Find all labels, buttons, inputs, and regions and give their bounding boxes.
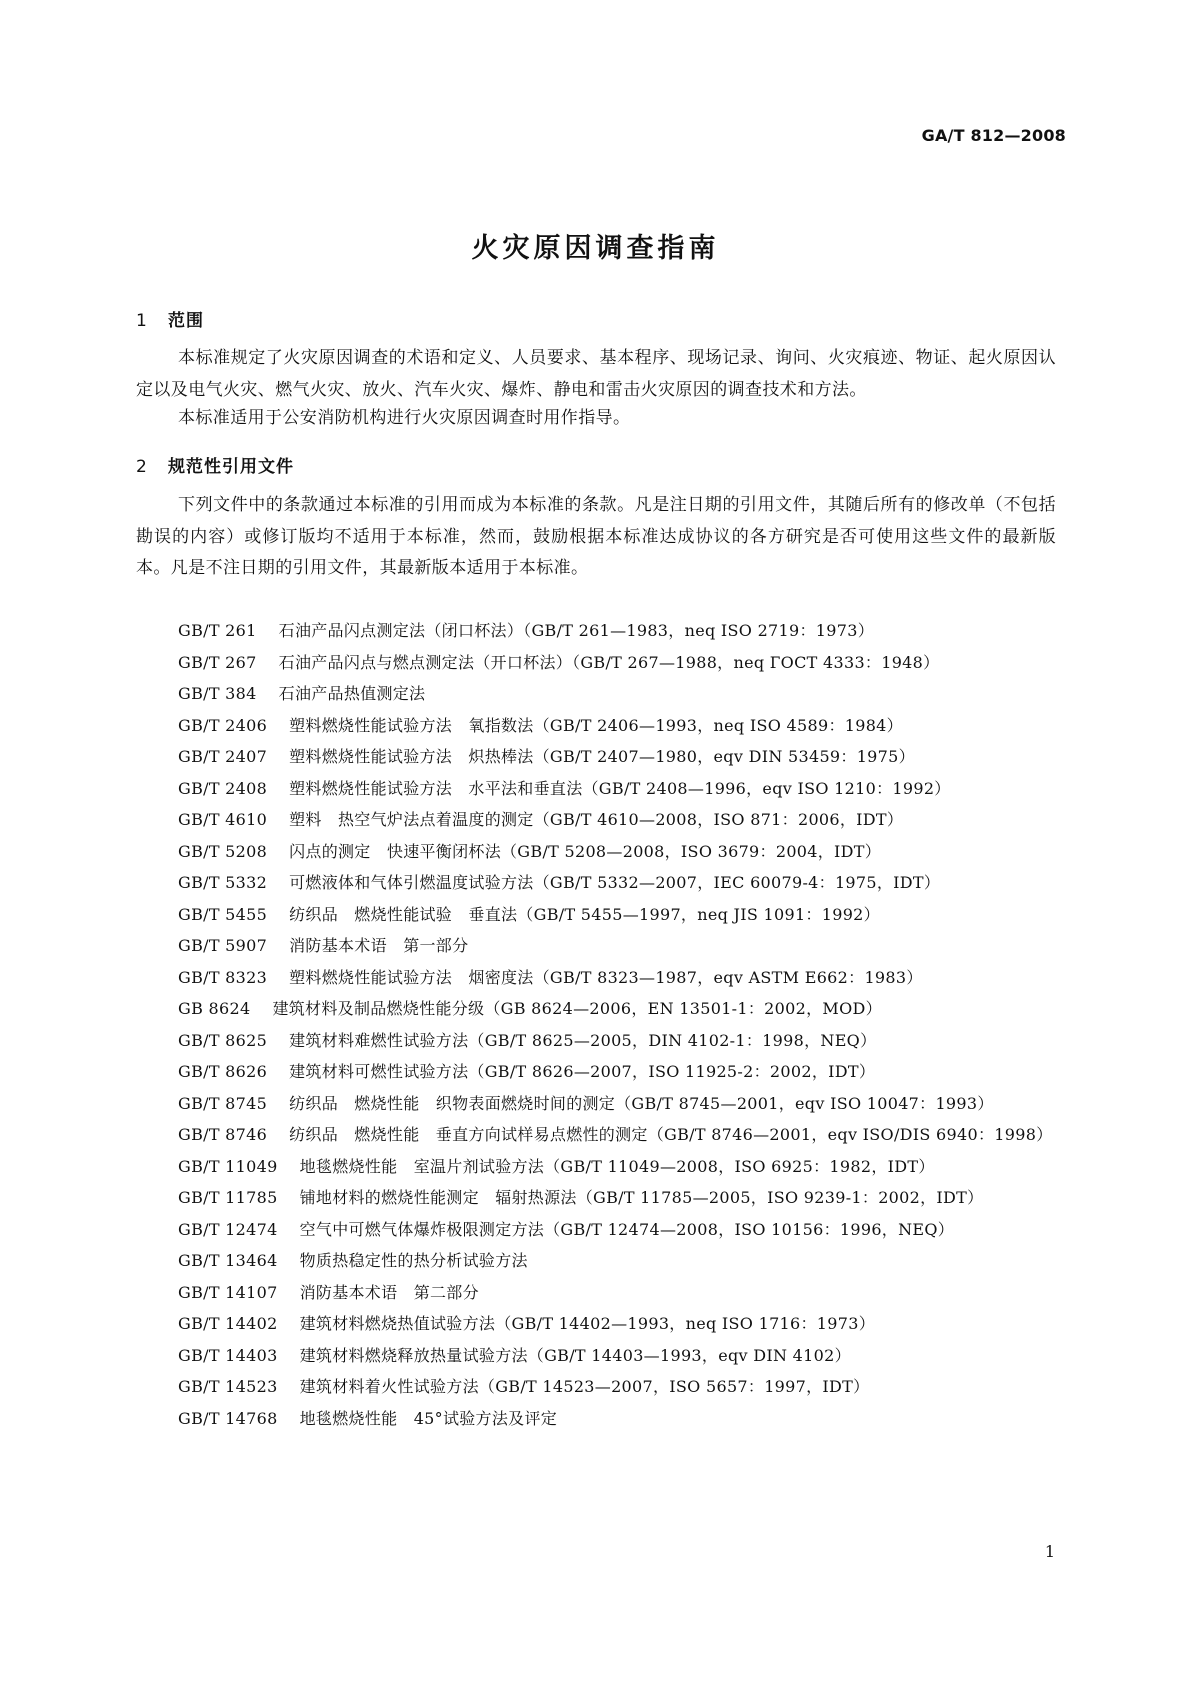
reference-code: GB/T 8626 xyxy=(178,1062,268,1081)
reference-item xyxy=(136,1182,1056,1214)
reference-item xyxy=(136,710,1056,742)
reference-item xyxy=(136,867,1056,899)
reference-code: GB/T 13464 xyxy=(178,1251,278,1270)
section-2-paragraph-1: 下列文件中的条款通过本标准的引用而成为本标准的条款。凡是注日期的引用文件，其随后所有的修改单（不包括勘误的内容）或修订版均不适用于本标准，然而，鼓励根据本标准达成协议的各方研究是否可使用这些文件的最新版本。凡是不注日期的引用文件，其最新版本适用于本标准。 xyxy=(136,495,1056,578)
reference-code: GB/T 5455 xyxy=(178,904,268,924)
reference-code: GB/T 261 xyxy=(178,621,257,640)
reference-title: 空气中可燃气体爆炸极限测定方法（GB/T 12474—2008，ISO 10156：1996，NEQ） xyxy=(299,1219,955,1239)
reference-item xyxy=(136,647,1056,679)
reference-title: 塑料燃烧性能试验方法 炽热棒法（GB/T 2407—1980，eqv DIN 53459：1975） xyxy=(289,747,915,766)
reference-code: GB/T 14107 xyxy=(178,1282,278,1302)
reference-code: GB/T 8625 xyxy=(178,1030,268,1050)
normative-references-list xyxy=(136,615,1056,1434)
reference-code: GB/T 12474 xyxy=(178,1219,278,1239)
reference-item xyxy=(136,993,1056,1025)
reference-item xyxy=(136,1119,1056,1151)
reference-code: GB/T 14523 xyxy=(178,1377,278,1396)
reference-title: 建筑材料着火性试验方法（GB/T 14523—2007，ISO 5657：1997，IDT） xyxy=(299,1377,870,1396)
reference-code: GB/T 8746 xyxy=(178,1125,268,1144)
reference-item xyxy=(136,1245,1056,1277)
reference-title: 建筑材料可燃性试验方法（GB/T 8626—2007，ISO 11925-2：2002，IDT） xyxy=(289,1062,876,1081)
reference-code: GB/T 11049 xyxy=(178,1156,278,1176)
reference-title: 建筑材料及制品燃烧性能分级（GB 8624—2006，EN 13501-1：2002，MOD） xyxy=(272,999,882,1018)
reference-title: 闪点的测定 快速平衡闭杯法（GB/T 5208—2008，ISO 3679：2004，IDT） xyxy=(289,841,882,861)
document-title: 火灾原因调查指南 xyxy=(471,233,720,264)
reference-item xyxy=(136,1214,1056,1246)
reference-item xyxy=(136,1025,1056,1057)
reference-code: GB/T 4610 xyxy=(178,810,268,829)
reference-item xyxy=(136,1151,1056,1183)
reference-title: 石油产品闪点测定法（闭口杯法）（GB/T 261—1983，neq ISO 2719：1973） xyxy=(278,621,875,640)
reference-code: GB/T 5208 xyxy=(178,841,268,861)
reference-code: GB/T 2407 xyxy=(178,747,268,766)
reference-code: GB/T 2408 xyxy=(178,778,268,798)
reference-item xyxy=(136,678,1056,710)
reference-title: 物质热稳定性的热分析试验方法 xyxy=(299,1251,528,1270)
reference-item xyxy=(136,1088,1056,1120)
reference-code: GB/T 14402 xyxy=(178,1314,278,1333)
reference-item xyxy=(136,1403,1056,1435)
reference-code: GB 8624 xyxy=(178,999,251,1018)
reference-item xyxy=(136,1340,1056,1372)
reference-title: 建筑材料燃烧释放热量试验方法（GB/T 14403—1993，eqv DIN 4102） xyxy=(299,1345,851,1365)
reference-title: 塑料 热空气炉法点着温度的测定（GB/T 4610—2008，ISO 871：2006，IDT） xyxy=(289,810,904,829)
reference-code: GB/T 2406 xyxy=(178,715,268,735)
reference-code: GB/T 8323 xyxy=(178,967,268,987)
reference-title: 建筑材料难燃性试验方法（GB/T 8625—2005，DIN 4102-1：1998，NEQ） xyxy=(289,1030,877,1050)
reference-code: GB/T 8745 xyxy=(178,1093,268,1113)
reference-item xyxy=(136,1056,1056,1088)
section-2-heading xyxy=(136,452,294,477)
reference-title: 纺织品 燃烧性能 织物表面燃烧时间的测定（GB/T 8745—2001，eqv ISO 10047：1993） xyxy=(289,1093,994,1113)
reference-title: 石油产品热值测定法 xyxy=(278,684,426,703)
reference-code: GB/T 267 xyxy=(178,652,257,672)
section-1-heading xyxy=(136,306,204,331)
reference-title: 可燃液体和气体引燃温度试验方法（GB/T 5332—2007，IEC 60079-4：1975，IDT） xyxy=(289,873,941,892)
standard-code: GA/T 812—2008 xyxy=(921,126,1066,145)
reference-title: 消防基本术语 第一部分 xyxy=(289,936,469,955)
section-1-paragraph-1: 本标准规定了火灾原因调查的术语和定义、人员要求、基本程序、现场记录、询问、火灾痕迹、物证、起火原因认定以及电气火灾、燃气火灾、放火、汽车火灾、爆炸、静电和雷击火灾原因的调查技术和方法。 xyxy=(136,348,1056,400)
reference-title: 纺织品 燃烧性能试验 垂直法（GB/T 5455—1997，neq JIS 1091：1992） xyxy=(289,904,880,924)
section-title: 规范性引用文件 xyxy=(168,457,294,477)
reference-item xyxy=(136,804,1056,836)
reference-title: 建筑材料燃烧热值试验方法（GB/T 14402—1993，neq ISO 1716：1973） xyxy=(299,1314,876,1333)
section-1-paragraph-2: 本标准适用于公安消防机构进行火灾原因调查时用作指导。 xyxy=(178,408,631,428)
reference-code: GB/T 5332 xyxy=(178,873,268,892)
reference-code: GB/T 5907 xyxy=(178,936,268,955)
section-number: 2 xyxy=(136,457,148,477)
section-number: 1 xyxy=(136,311,148,331)
reference-code: GB/T 384 xyxy=(178,684,257,703)
reference-code: GB/T 14403 xyxy=(178,1345,278,1365)
reference-title: 铺地材料的燃烧性能测定 辐射热源法（GB/T 11785—2005，ISO 9239-1：2002，IDT） xyxy=(299,1188,984,1207)
reference-item xyxy=(136,930,1056,962)
reference-title: 纺织品 燃烧性能 垂直方向试样易点燃性的测定（GB/T 8746—2001，eqv ISO/DIS 6940：1998） xyxy=(289,1125,1053,1144)
reference-item xyxy=(136,1371,1056,1403)
reference-item xyxy=(136,615,1056,647)
reference-title: 塑料燃烧性能试验方法 烟密度法（GB/T 8323—1987，eqv ASTM E662：1983） xyxy=(289,967,923,987)
reference-item xyxy=(136,773,1056,805)
reference-item xyxy=(136,899,1056,931)
page-number: 1 xyxy=(1044,1542,1055,1561)
reference-title: 地毯燃烧性能 室温片剂试验方法（GB/T 11049—2008，ISO 6925：1982，IDT） xyxy=(299,1156,935,1176)
reference-title: 石油产品闪点与燃点测定法（开口杯法）（GB/T 267—1988，neq ГОСТ 4333：1948） xyxy=(278,652,940,672)
section-title: 范围 xyxy=(168,311,204,331)
reference-code: GB/T 14768 xyxy=(178,1408,278,1428)
reference-title: 塑料燃烧性能试验方法 氧指数法（GB/T 2406—1993，neq ISO 4589：1984） xyxy=(289,715,903,735)
reference-item xyxy=(136,1308,1056,1340)
reference-title: 地毯燃烧性能 45°试验方法及评定 xyxy=(299,1408,558,1428)
reference-code: GB/T 11785 xyxy=(178,1188,278,1207)
reference-item xyxy=(136,962,1056,994)
reference-item xyxy=(136,741,1056,773)
reference-item xyxy=(136,1277,1056,1309)
reference-title: 塑料燃烧性能试验方法 水平法和垂直法（GB/T 2408—1996，eqv ISO 1210：1992） xyxy=(289,778,951,798)
reference-title: 消防基本术语 第二部分 xyxy=(299,1282,479,1302)
reference-item xyxy=(136,836,1056,868)
